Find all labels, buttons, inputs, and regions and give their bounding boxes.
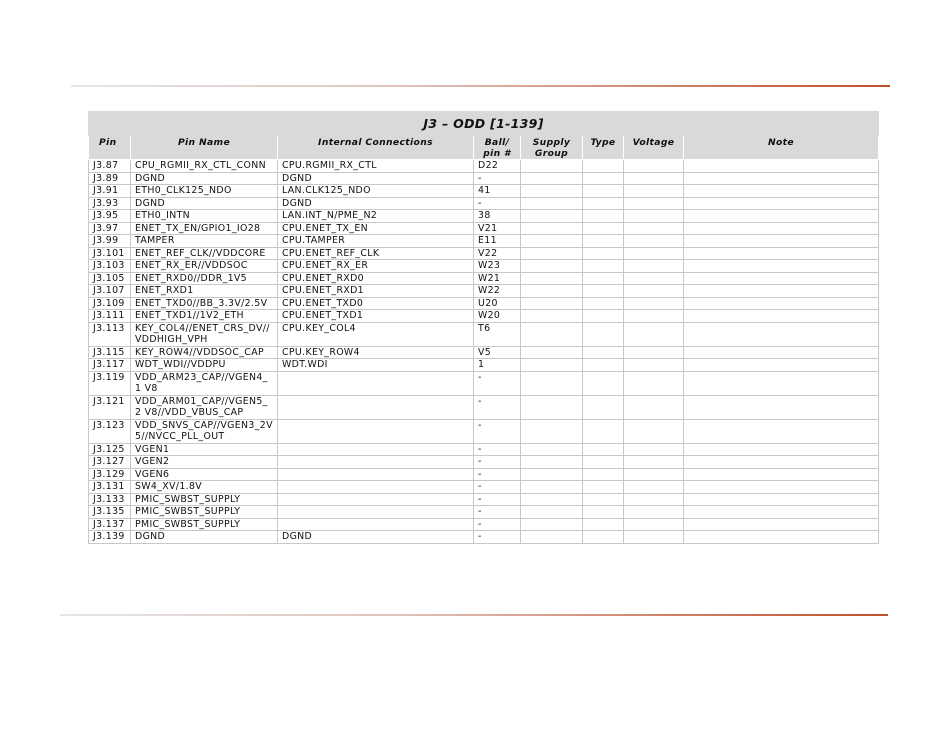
- pinout-table: [88, 111, 879, 544]
- cell-type: [583, 272, 624, 285]
- cell-type: [583, 346, 624, 359]
- cell-type: [583, 310, 624, 323]
- cell-type: [583, 285, 624, 298]
- cell-pin-name: VGEN1: [131, 443, 278, 456]
- bottom-divider-line: [60, 614, 888, 616]
- cell-pin: J3.89: [89, 172, 131, 185]
- cell-pin: J3.95: [89, 210, 131, 223]
- table-row: [89, 443, 879, 456]
- cell-voltage: [624, 518, 684, 531]
- cell-type: [583, 531, 624, 544]
- cell-pin: J3.87: [89, 160, 131, 173]
- cell-pin: J3.135: [89, 506, 131, 519]
- cell-supply-group: [521, 297, 583, 310]
- cell-pin-name: VGEN2: [131, 456, 278, 469]
- cell-internal-connection: CPU.ENET_TXD0: [278, 297, 474, 310]
- table-row: [89, 285, 879, 298]
- cell-type: [583, 247, 624, 260]
- cell-voltage: [624, 468, 684, 481]
- cell-pin: J3.107: [89, 285, 131, 298]
- cell-voltage: [624, 481, 684, 494]
- cell-internal-connection: CPU.TAMPER: [278, 235, 474, 248]
- cell-pin: J3.121: [89, 395, 131, 419]
- cell-internal-connection: CPU.ENET_REF_CLK: [278, 247, 474, 260]
- cell-type: [583, 172, 624, 185]
- cell-pin-name: KEY_COL4//ENET_CRS_DV// VDDHIGH_VPH: [131, 322, 278, 346]
- cell-voltage: [624, 346, 684, 359]
- cell-pin: J3.127: [89, 456, 131, 469]
- table-row: [89, 419, 879, 443]
- cell-ball-pin: W20: [474, 310, 521, 323]
- cell-voltage: [624, 395, 684, 419]
- cell-internal-connection: DGND: [278, 197, 474, 210]
- cell-ball-pin: -: [474, 518, 521, 531]
- cell-supply-group: [521, 235, 583, 248]
- cell-type: [583, 443, 624, 456]
- cell-internal-connection: CPU.ENET_TXD1: [278, 310, 474, 323]
- cell-pin-name: ENET_TXD1//1V2_ETH: [131, 310, 278, 323]
- table-row: [89, 222, 879, 235]
- cell-pin-name: ENET_RX_ER//VDDSOC: [131, 260, 278, 273]
- cell-internal-connection: [278, 419, 474, 443]
- top-divider-line: [71, 85, 890, 87]
- cell-ball-pin: 41: [474, 185, 521, 198]
- cell-pin: J3.91: [89, 185, 131, 198]
- cell-internal-connection: DGND: [278, 172, 474, 185]
- cell-type: [583, 518, 624, 531]
- cell-voltage: [624, 310, 684, 323]
- cell-pin: J3.113: [89, 322, 131, 346]
- table-row: [89, 297, 879, 310]
- cell-pin: J3.123: [89, 419, 131, 443]
- cell-pin: J3.105: [89, 272, 131, 285]
- cell-internal-connection: LAN.CLK125_NDO: [278, 185, 474, 198]
- cell-type: [583, 260, 624, 273]
- table-row: [89, 531, 879, 544]
- table-row: [89, 272, 879, 285]
- table-row: [89, 210, 879, 223]
- table-row: [89, 247, 879, 260]
- header-note: Note: [684, 136, 879, 160]
- cell-note: [684, 359, 879, 372]
- cell-voltage: [624, 172, 684, 185]
- cell-type: [583, 481, 624, 494]
- cell-voltage: [624, 531, 684, 544]
- cell-ball-pin: E11: [474, 235, 521, 248]
- table-row: [89, 346, 879, 359]
- cell-note: [684, 518, 879, 531]
- cell-ball-pin: -: [474, 443, 521, 456]
- cell-pin: J3.109: [89, 297, 131, 310]
- cell-pin: J3.137: [89, 518, 131, 531]
- cell-type: [583, 506, 624, 519]
- cell-pin: J3.117: [89, 359, 131, 372]
- table-title: J3 – ODD [1-139]: [89, 112, 879, 136]
- cell-ball-pin: U20: [474, 297, 521, 310]
- cell-pin: J3.99: [89, 235, 131, 248]
- table-body: [89, 160, 879, 544]
- cell-note: [684, 456, 879, 469]
- cell-ball-pin: D22: [474, 160, 521, 173]
- cell-supply-group: [521, 468, 583, 481]
- cell-pin: J3.103: [89, 260, 131, 273]
- table-row: [89, 506, 879, 519]
- cell-supply-group: [521, 322, 583, 346]
- cell-pin: J3.133: [89, 493, 131, 506]
- table-row: [89, 197, 879, 210]
- cell-ball-pin: 1: [474, 359, 521, 372]
- cell-supply-group: [521, 247, 583, 260]
- cell-type: [583, 185, 624, 198]
- table-row: [89, 518, 879, 531]
- cell-pin-name: PMIC_SWBST_SUPPLY: [131, 506, 278, 519]
- cell-supply-group: [521, 395, 583, 419]
- cell-type: [583, 235, 624, 248]
- cell-pin-name: ENET_REF_CLK//VDDCORE: [131, 247, 278, 260]
- cell-voltage: [624, 419, 684, 443]
- cell-voltage: [624, 247, 684, 260]
- cell-supply-group: [521, 531, 583, 544]
- cell-type: [583, 468, 624, 481]
- table-row: [89, 235, 879, 248]
- cell-type: [583, 197, 624, 210]
- cell-type: [583, 371, 624, 395]
- cell-pin: J3.119: [89, 371, 131, 395]
- header-type: Type: [583, 136, 624, 160]
- cell-ball-pin: -: [474, 456, 521, 469]
- cell-pin-name: PMIC_SWBST_SUPPLY: [131, 518, 278, 531]
- cell-ball-pin: -: [474, 531, 521, 544]
- cell-pin-name: ENET_TX_EN/GPIO1_IO28: [131, 222, 278, 235]
- cell-type: [583, 395, 624, 419]
- cell-supply-group: [521, 222, 583, 235]
- cell-note: [684, 493, 879, 506]
- cell-supply-group: [521, 456, 583, 469]
- cell-voltage: [624, 272, 684, 285]
- cell-internal-connection: WDT.WDI: [278, 359, 474, 372]
- cell-voltage: [624, 506, 684, 519]
- cell-ball-pin: W22: [474, 285, 521, 298]
- cell-note: [684, 310, 879, 323]
- header-pin: Pin: [89, 136, 131, 160]
- cell-pin-name: WDT_WDI//VDDPU: [131, 359, 278, 372]
- cell-ball-pin: -: [474, 481, 521, 494]
- cell-pin: J3.139: [89, 531, 131, 544]
- cell-note: [684, 160, 879, 173]
- cell-pin-name: CPU_RGMII_RX_CTL_CONN: [131, 160, 278, 173]
- table-row: [89, 371, 879, 395]
- cell-internal-connection: [278, 493, 474, 506]
- cell-ball-pin: 38: [474, 210, 521, 223]
- cell-pin-name: VGEN6: [131, 468, 278, 481]
- cell-ball-pin: V22: [474, 247, 521, 260]
- cell-supply-group: [521, 493, 583, 506]
- cell-note: [684, 285, 879, 298]
- cell-type: [583, 297, 624, 310]
- cell-ball-pin: V5: [474, 346, 521, 359]
- cell-pin-name: ENET_RXD1: [131, 285, 278, 298]
- cell-voltage: [624, 210, 684, 223]
- cell-type: [583, 419, 624, 443]
- cell-type: [583, 160, 624, 173]
- cell-ball-pin: W21: [474, 272, 521, 285]
- cell-note: [684, 506, 879, 519]
- cell-pin-name: ENET_TXD0//BB_3.3V/2.5V: [131, 297, 278, 310]
- cell-ball-pin: -: [474, 371, 521, 395]
- cell-pin-name: VDD_ARM01_CAP//VGEN5_2 V8//VDD_VBUS_CAP: [131, 395, 278, 419]
- cell-supply-group: [521, 481, 583, 494]
- cell-pin-name: ETH0_CLK125_NDO: [131, 185, 278, 198]
- cell-internal-connection: CPU.ENET_TX_EN: [278, 222, 474, 235]
- table-row: [89, 310, 879, 323]
- cell-note: [684, 172, 879, 185]
- cell-internal-connection: CPU.ENET_RXD0: [278, 272, 474, 285]
- cell-note: [684, 185, 879, 198]
- cell-note: [684, 260, 879, 273]
- header-voltage: Voltage: [624, 136, 684, 160]
- cell-ball-pin: -: [474, 419, 521, 443]
- table-row: [89, 481, 879, 494]
- cell-voltage: [624, 359, 684, 372]
- cell-internal-connection: [278, 456, 474, 469]
- cell-ball-pin: -: [474, 395, 521, 419]
- cell-pin-name: PMIC_SWBST_SUPPLY: [131, 493, 278, 506]
- cell-voltage: [624, 222, 684, 235]
- cell-internal-connection: [278, 371, 474, 395]
- cell-type: [583, 222, 624, 235]
- cell-note: [684, 395, 879, 419]
- cell-ball-pin: -: [474, 197, 521, 210]
- cell-voltage: [624, 185, 684, 198]
- cell-pin-name: DGND: [131, 531, 278, 544]
- cell-supply-group: [521, 260, 583, 273]
- cell-pin-name: VDD_ARM23_CAP//VGEN4_1 V8: [131, 371, 278, 395]
- cell-supply-group: [521, 518, 583, 531]
- cell-note: [684, 346, 879, 359]
- cell-pin-name: ENET_RXD0//DDR_1V5: [131, 272, 278, 285]
- cell-pin-name: DGND: [131, 197, 278, 210]
- cell-supply-group: [521, 210, 583, 223]
- cell-pin: J3.115: [89, 346, 131, 359]
- cell-note: [684, 468, 879, 481]
- cell-voltage: [624, 160, 684, 173]
- cell-note: [684, 419, 879, 443]
- table-row: [89, 185, 879, 198]
- cell-note: [684, 197, 879, 210]
- table-row: [89, 468, 879, 481]
- cell-pin: J3.101: [89, 247, 131, 260]
- cell-pin: J3.131: [89, 481, 131, 494]
- cell-pin-name: VDD_SNVS_CAP//VGEN3_2V 5//NVCC_PLL_OUT: [131, 419, 278, 443]
- cell-ball-pin: -: [474, 506, 521, 519]
- cell-voltage: [624, 456, 684, 469]
- cell-voltage: [624, 285, 684, 298]
- table-row: [89, 395, 879, 419]
- cell-supply-group: [521, 172, 583, 185]
- table-row: [89, 160, 879, 173]
- cell-note: [684, 235, 879, 248]
- cell-pin: J3.97: [89, 222, 131, 235]
- cell-supply-group: [521, 185, 583, 198]
- cell-ball-pin: -: [474, 172, 521, 185]
- header-ball-pin: Ball/ pin #: [474, 136, 521, 160]
- cell-type: [583, 456, 624, 469]
- cell-pin: J3.125: [89, 443, 131, 456]
- cell-type: [583, 210, 624, 223]
- header-supply-group: Supply Group: [521, 136, 583, 160]
- cell-ball-pin: W23: [474, 260, 521, 273]
- cell-ball-pin: T6: [474, 322, 521, 346]
- cell-voltage: [624, 493, 684, 506]
- table-row: [89, 172, 879, 185]
- header-internal-connections: Internal Connections: [278, 136, 474, 160]
- cell-supply-group: [521, 359, 583, 372]
- cell-pin-name: DGND: [131, 172, 278, 185]
- cell-ball-pin: -: [474, 468, 521, 481]
- cell-internal-connection: LAN.INT_N/PME_N2: [278, 210, 474, 223]
- cell-ball-pin: V21: [474, 222, 521, 235]
- cell-internal-connection: CPU.KEY_ROW4: [278, 346, 474, 359]
- cell-internal-connection: [278, 506, 474, 519]
- cell-pin-name: KEY_ROW4//VDDSOC_CAP: [131, 346, 278, 359]
- cell-note: [684, 322, 879, 346]
- cell-note: [684, 443, 879, 456]
- cell-voltage: [624, 371, 684, 395]
- table-row: [89, 260, 879, 273]
- cell-supply-group: [521, 419, 583, 443]
- cell-voltage: [624, 322, 684, 346]
- cell-type: [583, 359, 624, 372]
- cell-internal-connection: CPU.ENET_RX_ER: [278, 260, 474, 273]
- cell-internal-connection: CPU.KEY_COL4: [278, 322, 474, 346]
- cell-internal-connection: [278, 518, 474, 531]
- cell-pin-name: TAMPER: [131, 235, 278, 248]
- cell-note: [684, 481, 879, 494]
- cell-internal-connection: [278, 395, 474, 419]
- header-pin-name: Pin Name: [131, 136, 278, 160]
- cell-ball-pin: -: [474, 493, 521, 506]
- cell-note: [684, 222, 879, 235]
- cell-type: [583, 493, 624, 506]
- cell-pin: J3.129: [89, 468, 131, 481]
- cell-supply-group: [521, 346, 583, 359]
- cell-internal-connection: CPU.RGMII_RX_CTL: [278, 160, 474, 173]
- cell-voltage: [624, 260, 684, 273]
- cell-supply-group: [521, 310, 583, 323]
- cell-internal-connection: DGND: [278, 531, 474, 544]
- table-row: [89, 322, 879, 346]
- cell-note: [684, 210, 879, 223]
- table-row: [89, 456, 879, 469]
- cell-internal-connection: CPU.ENET_RXD1: [278, 285, 474, 298]
- cell-pin-name: ETH0_INTN: [131, 210, 278, 223]
- cell-voltage: [624, 235, 684, 248]
- cell-note: [684, 247, 879, 260]
- cell-pin-name: SW4_XV/1.8V: [131, 481, 278, 494]
- cell-supply-group: [521, 160, 583, 173]
- cell-voltage: [624, 297, 684, 310]
- cell-supply-group: [521, 371, 583, 395]
- cell-voltage: [624, 443, 684, 456]
- cell-note: [684, 297, 879, 310]
- cell-pin: J3.111: [89, 310, 131, 323]
- cell-supply-group: [521, 285, 583, 298]
- table-row: [89, 359, 879, 372]
- cell-supply-group: [521, 506, 583, 519]
- cell-internal-connection: [278, 443, 474, 456]
- cell-note: [684, 531, 879, 544]
- cell-voltage: [624, 197, 684, 210]
- cell-internal-connection: [278, 481, 474, 494]
- table-row: [89, 493, 879, 506]
- cell-note: [684, 371, 879, 395]
- cell-pin: J3.93: [89, 197, 131, 210]
- cell-internal-connection: [278, 468, 474, 481]
- cell-supply-group: [521, 197, 583, 210]
- cell-type: [583, 322, 624, 346]
- cell-note: [684, 272, 879, 285]
- cell-supply-group: [521, 272, 583, 285]
- cell-supply-group: [521, 443, 583, 456]
